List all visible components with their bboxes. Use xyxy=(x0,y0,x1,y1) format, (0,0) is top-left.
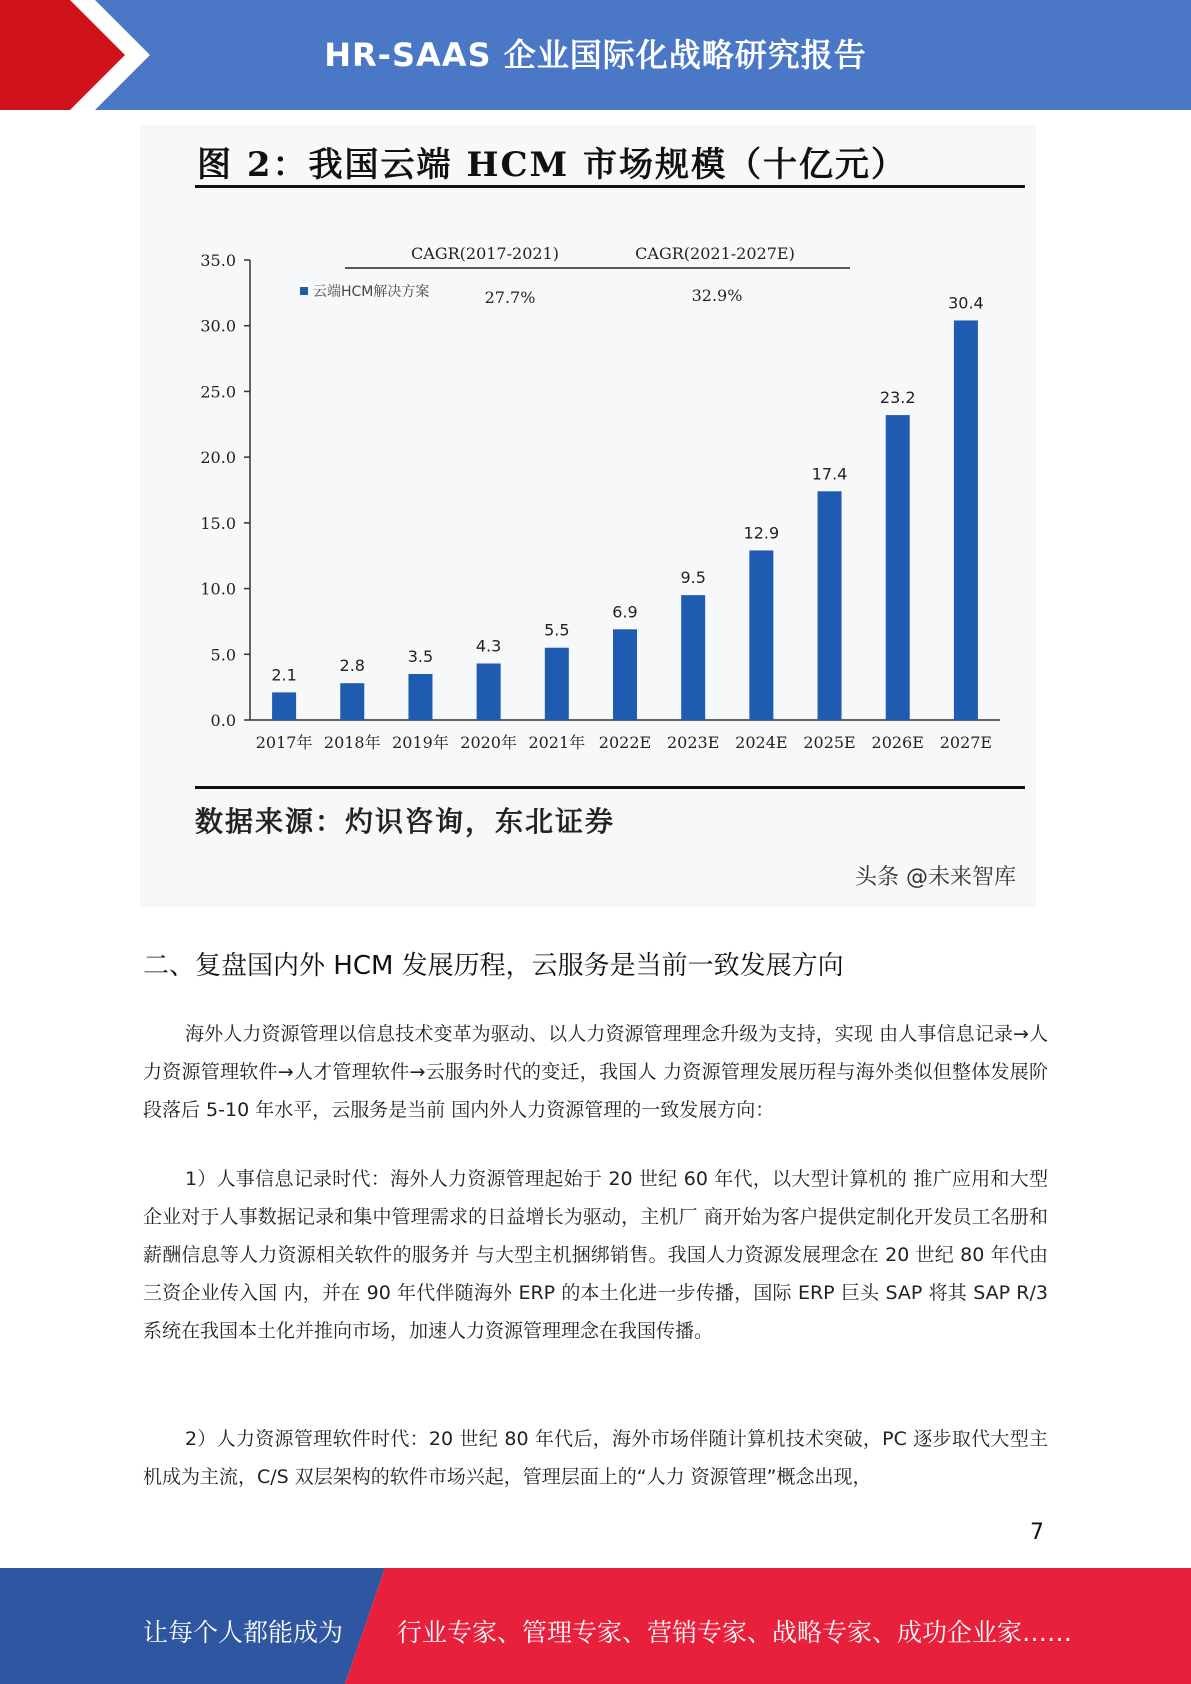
bar-value-label: 5.5 xyxy=(544,620,570,640)
figure-title: 图 2：我国云端 HCM 市场规模（十亿元） xyxy=(197,145,907,185)
cagr-2-value: 32.9% xyxy=(691,286,743,305)
bar xyxy=(408,674,432,720)
y-tick-label: 20.0 xyxy=(200,448,236,468)
x-tick-label: 2025E xyxy=(803,733,856,752)
bar-value-label: 3.5 xyxy=(407,647,434,666)
bar xyxy=(545,648,569,720)
bar-value-label: 2.1 xyxy=(271,665,297,685)
x-tick-label: 2022E xyxy=(598,733,652,752)
section-heading: 二、复盘国内外 HCM 发展历程，云服务是当前一致发展方向 xyxy=(143,951,844,981)
bar xyxy=(340,683,364,720)
bar xyxy=(681,595,705,720)
report-title: HR-SAAS 企业国际化战略研究报告 xyxy=(324,36,867,74)
figure-source: 数据来源：灼识咨询，东北证券 xyxy=(195,805,616,838)
bar-value-label: 9.5 xyxy=(680,568,706,588)
legend-label: 云端HCM解决方案 xyxy=(313,284,430,300)
y-tick-label: 35.0 xyxy=(200,251,236,270)
bar xyxy=(749,550,773,720)
paragraph-era-2: 2）人力资源管理软件时代：20 世纪 80 年代后，海外市场伴随计算机技术突破，PC 逐步取代大型主机成为主流，C/S 双层架构的软件市场兴起，管理层面上的“人力 资源管理”概念出现， xyxy=(143,1428,1048,1488)
x-tick-label: 2018年 xyxy=(323,733,381,752)
y-tick-label: 30.0 xyxy=(200,316,236,336)
footer-slogan-right: 行业专家、管理专家、营销专家、战略专家、成功企业家…… xyxy=(397,1618,1073,1647)
bar xyxy=(818,491,842,720)
bar xyxy=(954,320,978,720)
x-tick-label: 2027E xyxy=(939,733,993,752)
bar-value-label: 23.2 xyxy=(879,388,916,408)
cagr-1-label: CAGR(2017-2021) xyxy=(411,244,559,263)
bar xyxy=(613,629,637,720)
x-tick-label: 2024E xyxy=(735,733,788,752)
x-tick-label: 2021年 xyxy=(528,733,586,752)
x-tick-label: 2023E xyxy=(666,733,720,752)
y-tick-label: 5.0 xyxy=(210,645,236,665)
bar-chart xyxy=(140,125,1036,785)
bar-value-label: 4.3 xyxy=(475,636,502,656)
x-tick-label: 2017年 xyxy=(255,733,313,752)
footer-slogan-left: 让每个人都能成为 xyxy=(143,1618,344,1647)
paragraph-era-1: 1）人事信息记录时代：海外人力资源管理起始于 20 世纪 60 年代，以大型计算机的 推广应用和大型企业对于人事数据记录和集中管理需求的日益增长为驱动，主机厂 商开始为客户提供定制化开发员工名册和薪酬信息等人力资源相关软件的服务并 与大型主机捆绑销售。我国人力资源发展理念在 20 世纪 80 年代由三资企业传入国 内，并在 90 年代伴随海外 ERP 的本土化进一步传播，国际 ERP 巨头 SAP 将其 SAP R/3 系统在我国本土化并推向市场，加速人力资源管理理念在我国传播。 xyxy=(143,1168,1048,1342)
watermark-text: 头条 @未来智库 xyxy=(855,865,1016,890)
cagr-2-label: CAGR(2021-2027E) xyxy=(635,244,795,263)
bar xyxy=(886,415,910,720)
bar-value-label: 30.4 xyxy=(948,293,984,313)
figure-bottom-rule xyxy=(195,786,1025,789)
figure-chart-container xyxy=(140,125,1036,907)
y-tick-label: 25.0 xyxy=(200,382,236,402)
bar-value-label: 17.4 xyxy=(811,464,848,484)
page-header xyxy=(0,0,1191,110)
page-number: 7 xyxy=(1030,1520,1044,1545)
bar-value-label: 2.8 xyxy=(339,656,365,676)
bar-value-label: 6.9 xyxy=(612,602,638,622)
x-tick-label: 2026E xyxy=(871,733,924,752)
y-tick-label: 15.0 xyxy=(200,513,236,533)
paragraph-intro: 海外人力资源管理以信息技术变革为驱动、以人力资源管理理念升级为支持，实现 由人事信息记录→人力资源管理软件→人才管理软件→云服务时代的变迁，我国人 力资源管理发展历程与海外类似但整体发展阶段落后 5-10 年水平，云服务是当前 国内外人力资源管理的一致发展方向： xyxy=(143,1023,1048,1121)
x-tick-label: 2019年 xyxy=(392,733,449,752)
cagr-1-value: 27.7% xyxy=(484,288,536,307)
y-tick-label: 10.0 xyxy=(200,579,236,599)
bar xyxy=(272,692,296,720)
x-tick-label: 2020年 xyxy=(460,733,518,752)
y-tick-label: 0.0 xyxy=(210,711,236,730)
bar xyxy=(477,663,501,720)
bar-value-label: 12.9 xyxy=(743,523,780,543)
legend-swatch xyxy=(300,287,308,295)
